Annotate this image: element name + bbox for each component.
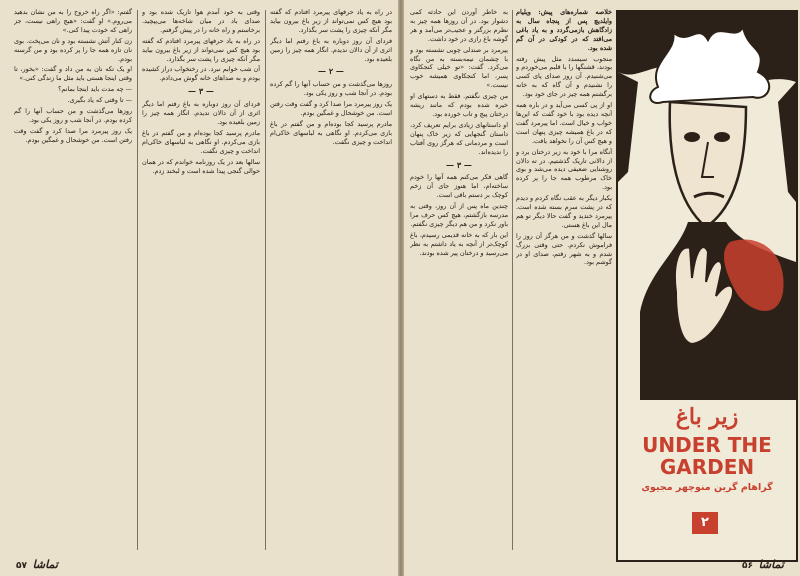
paragraph: منجوب سیسدد مثل پیش رفته بودند، قشنگها را با قلبم می‌خوردم و می‌شنیدم. آن روز صدای پای کسی را نشنیدم و آن گاه که به خانه برگشتم همه چیز در جای خود بود. bbox=[516, 54, 612, 99]
paragraph: فردای آن روز دوباره به باغ رفتم اما دیگر اثری از آن دالان ندیدم. انگار همه چیز را زمین بلعیده بود. bbox=[270, 36, 392, 63]
paragraph: من چیزی نگفتم. فقط به دستهای او خیره شده بودم که مانند ریشه درختان پیچ و تاب خورده بود. bbox=[410, 92, 508, 118]
magazine-logo: تماشا bbox=[758, 558, 784, 571]
part-number-badge: ۲ bbox=[692, 512, 718, 534]
paragraph: او از پی کسی می‌آید و در باره همه آنچه دیده بود با خود گفت که این‌ها خواب و خیال است. اما پیرمرد گفت که در باغ همیشه چیزی پنهان است و هیچ کس آن را نخواهد یافت. bbox=[516, 101, 612, 145]
section-separator: — ۲ — bbox=[318, 66, 344, 77]
paragraph: به خاطر آوردن این حادثه کمی دشوار بود. در آن روزها همه چیز به نظرم بزرگتر و عجیب‌تر می‌آمد و هر گوشه باغ رازی در خود داشت. bbox=[410, 8, 508, 43]
right-text-column-1 bbox=[516, 8, 612, 556]
paragraph: سالها بعد در یک روزنامه خواندم که در همان حوالی گنجی پیدا شده است و لبخند زدم. bbox=[142, 157, 260, 175]
left-inner-column bbox=[270, 8, 392, 556]
left-middle-column bbox=[142, 8, 260, 556]
paragraph: او داستانهای زیادی برایم تعریف کرد، داستان گنجهایی که زیر خاک پنهان است و مردمانی که هرگز روی آفتاب را ندیده‌اند. bbox=[410, 120, 508, 156]
paragraph: سالها گذشت و من هرگز آن روز را فراموش نکردم. حتی وقتی بزرگ شدم و به شهر رفتم، صدای او در گوشم بود. bbox=[516, 231, 612, 267]
paragraph: گاهی فکر می‌کنم همه آنها را خودم ساخته‌ام، اما هنوز جای آن زخم کوچک بر دستم باقی است. bbox=[410, 173, 508, 200]
section-separator: — ۳ — bbox=[446, 159, 472, 170]
paragraph: روزها می‌گذشت و من حساب آنها را گم کرده بودم. در آنجا شب و روز یکی بود. bbox=[270, 80, 392, 98]
paragraph: چندین ماه پس از آن روز، وقتی به مدرسه بازگشتم، هیچ کس حرف مرا باور نکرد و من هم دیگر چیزی نگفتم. bbox=[410, 202, 508, 228]
right-text-column-2 bbox=[410, 8, 508, 556]
paragraph: آن شب خوابم نبرد. در رختخواب دراز کشیده بودم و به صداهای خانه گوش می‌دادم. bbox=[142, 65, 260, 83]
paragraph: یک روز پیرمرد مرا صدا کرد و گفت وقت رفتن است. من خوشحال و غمگین بودم. bbox=[270, 100, 392, 118]
story-title-persian: زیر باغ bbox=[675, 404, 739, 430]
section-separator: — ۳ — bbox=[188, 86, 214, 97]
magazine-logo: تماشا bbox=[32, 558, 58, 571]
paragraph: خلاصه شماره‌های پیش: ویلیام وایلدیچ پس از پنجاه سال به زادگاهش بازمی‌گردد و به یاد باغی می‌افتد که در کودکی در آن گم شده بود. bbox=[516, 8, 612, 52]
story-authors: گراهام گرین منوچهر مجیوی bbox=[641, 482, 773, 493]
page-gutter bbox=[398, 0, 404, 576]
column-rule bbox=[265, 10, 266, 550]
paragraph: در راه به یاد حرفهای پیرمرد افتادم که گفته بود هیچ کس نمی‌تواند از زیر باغ بیرون بیاید مگر آنکه چیزی را پشت سر بگذارد. bbox=[142, 36, 260, 63]
story-illustration bbox=[616, 10, 798, 562]
paragraph: یک روز پیرمرد مرا صدا کرد و گفت وقت رفتن است. من خوشحال و غمگین بودم. bbox=[14, 126, 132, 144]
column-rule bbox=[512, 10, 513, 550]
paragraph: مادرم پرسید کجا بوده‌ام و من گفتم در باغ بازی می‌کردم. او نگاهی به لباسهای خاکی‌ام انداخت و چیزی نگفت. bbox=[142, 128, 260, 155]
story-title-english: UNDER THE GARDEN bbox=[642, 433, 772, 479]
paragraph: وقتی به خود آمدم هوا تاریک شده بود و صدای باد در میان شاخه‌ها می‌پیچید. برخاستم و راه خانه را در پیش گرفتم. bbox=[142, 8, 260, 34]
paragraph: گفتم: «اگر راه خروج را به من نشان بدهید می‌روم.» او گفت: «هیچ راهی نیست، جز راهی که خودت پیدا کنی.» bbox=[14, 8, 132, 34]
paragraph: آنگاه مرا با خود به زیر درختان برد و از دالانی تاریک گذشتیم. در ته دالان روشنایی ضعیفی دیده می‌شد و بوی خاک مرطوب همه جا را پر کرده بود. bbox=[516, 147, 612, 192]
paragraph: پیرمرد بر صندلی چوبی نشسته بود و با چشمان نیمه‌بسته به من نگاه می‌کرد. گفت: «تو خیلی کنجکاوی پسر، اما کنجکاوی همیشه خوب نیست.» bbox=[410, 45, 508, 90]
left-outer-column bbox=[14, 8, 132, 556]
column-rule bbox=[137, 10, 138, 550]
paragraph: فردای آن روز دوباره به باغ رفتم اما دیگر اثری از آن دالان ندیدم. انگار همه چیز را زمین بلعیده بود. bbox=[142, 100, 260, 126]
page-number: ۵۶ bbox=[742, 561, 753, 571]
paragraph: — تا وقتی که یاد بگیری. bbox=[67, 96, 132, 105]
paragraph: در راه به یاد حرفهای پیرمرد افتادم که گفته بود هیچ کس نمی‌تواند از زیر باغ بیرون بیاید مگر آنکه چیزی را پشت سر بگذارد. bbox=[270, 8, 392, 34]
paragraph: روزها می‌گذشت و من حساب آنها را گم کرده بودم. در آنجا شب و روز یکی بود. bbox=[14, 107, 132, 124]
right-page-footer bbox=[742, 553, 784, 572]
paragraph: این بار که به خانه قدیمی رسیدم، باغ کوچک‌تر از آنچه به یاد داشتم به نظر می‌رسید و درختان پیر شده بودند. bbox=[410, 230, 508, 257]
paragraph: یکبار دیگر به عقب نگاه کردم و دیدم که در پشت سرم بسته شده است. پیرمرد خندید و گفت حالا دیگر تو هم مال این باغ هستی. bbox=[516, 194, 612, 229]
paragraph: او یک تکه نان به من داد و گفت: «بخور، تا وقتی اینجا هستی باید مثل ما زندگی کنی.» bbox=[14, 65, 132, 83]
artist-signature: ⌇ bbox=[750, 384, 754, 393]
left-page-footer bbox=[16, 553, 58, 572]
paragraph: — چه مدت باید اینجا بمانم؟ bbox=[58, 85, 132, 94]
paragraph: زن کنار آتش نشسته بود و نان می‌پخت. بوی نان تازه همه جا را پر کرده بود و من گرسنه بودم. bbox=[14, 36, 132, 63]
page-number: ۵۷ bbox=[16, 561, 27, 571]
paragraph: مادرم پرسید کجا بوده‌ام و من گفتم در باغ بازی می‌کردم. او نگاهی به لباسهای خاکی‌ام انداخت و چیزی نگفت. bbox=[270, 119, 392, 146]
